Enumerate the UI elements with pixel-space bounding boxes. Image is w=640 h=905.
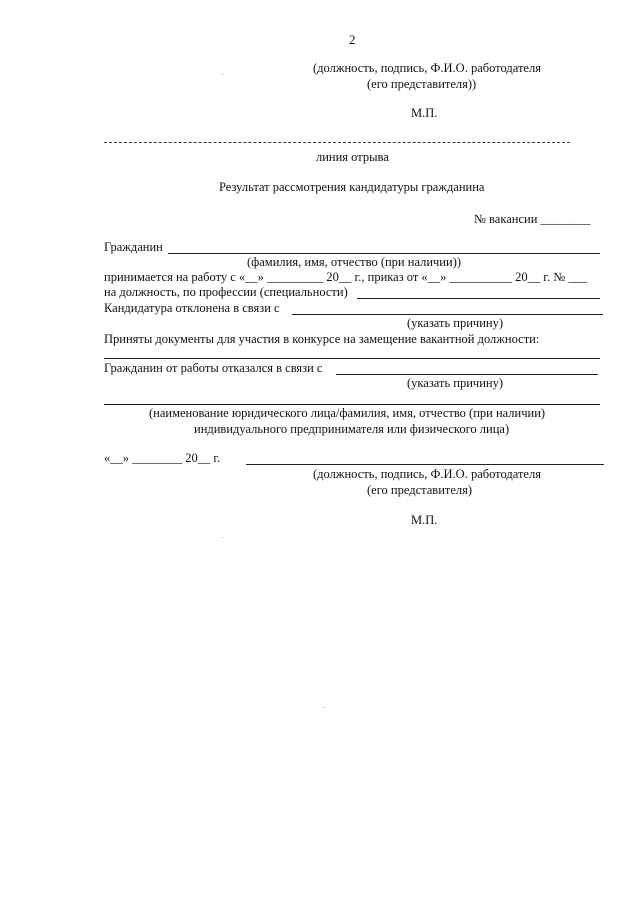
top-signature-caption-line1: (должность, подпись, Ф.И.О. работодателя [313, 61, 541, 75]
vacancy-number-label: № вакансии ________ [474, 212, 591, 226]
scan-speck [222, 537, 223, 538]
entity-caption-line2: индивидуального предпринимателя или физического лица) [194, 422, 510, 436]
scan-speck [222, 74, 223, 75]
rejected-label: Кандидатура отклонена в связи с [104, 301, 280, 315]
position-label: на должность, по профессии (специальности) [104, 285, 348, 299]
tear-line-label: линия отрыва [316, 150, 389, 164]
position-field[interactable] [357, 298, 600, 299]
entity-name-field[interactable] [104, 404, 600, 405]
bottom-stamp-label: М.П. [411, 513, 438, 527]
documents-line: Приняты документы для участия в конкурсе на замещение вакантной должности: [104, 332, 540, 346]
signature-field[interactable] [246, 464, 604, 465]
page-number: 2 [349, 32, 356, 47]
refused-label: Гражданин от работы отказался в связи с [104, 361, 323, 375]
bottom-signature-caption-line1: (должность, подпись, Ф.И.О. работодателя [313, 467, 541, 481]
citizen-label: Гражданин [104, 240, 163, 254]
bottom-signature-caption-line2: (его представителя) [367, 483, 473, 497]
rejected-reason-field[interactable] [292, 314, 603, 315]
hired-line: принимается на работу с «__» _________ 20__ г., приказ от «__» __________ 20__ г. № ___ [104, 270, 588, 284]
top-signature-caption-line2: (его представителя)) [367, 77, 477, 91]
rejected-reason-caption: (указать причину) [407, 316, 504, 330]
citizen-name-caption: (фамилия, имя, отчество (при наличии)) [247, 255, 462, 269]
section-title: Результат рассмотрения кандидатуры гражданина [219, 180, 485, 194]
top-stamp-label: М.П. [411, 106, 438, 120]
documents-field[interactable] [104, 358, 600, 359]
scan-speck [324, 707, 325, 708]
date-line: «__» ________ 20__ г. [104, 451, 221, 465]
refused-reason-caption: (указать причину) [407, 376, 504, 390]
entity-caption-line1: (наименование юридического лица/фамилия, имя, отчество (при наличии) [149, 406, 546, 420]
refused-reason-field[interactable] [336, 374, 598, 375]
citizen-name-field[interactable] [168, 253, 600, 254]
tear-line [104, 142, 570, 143]
